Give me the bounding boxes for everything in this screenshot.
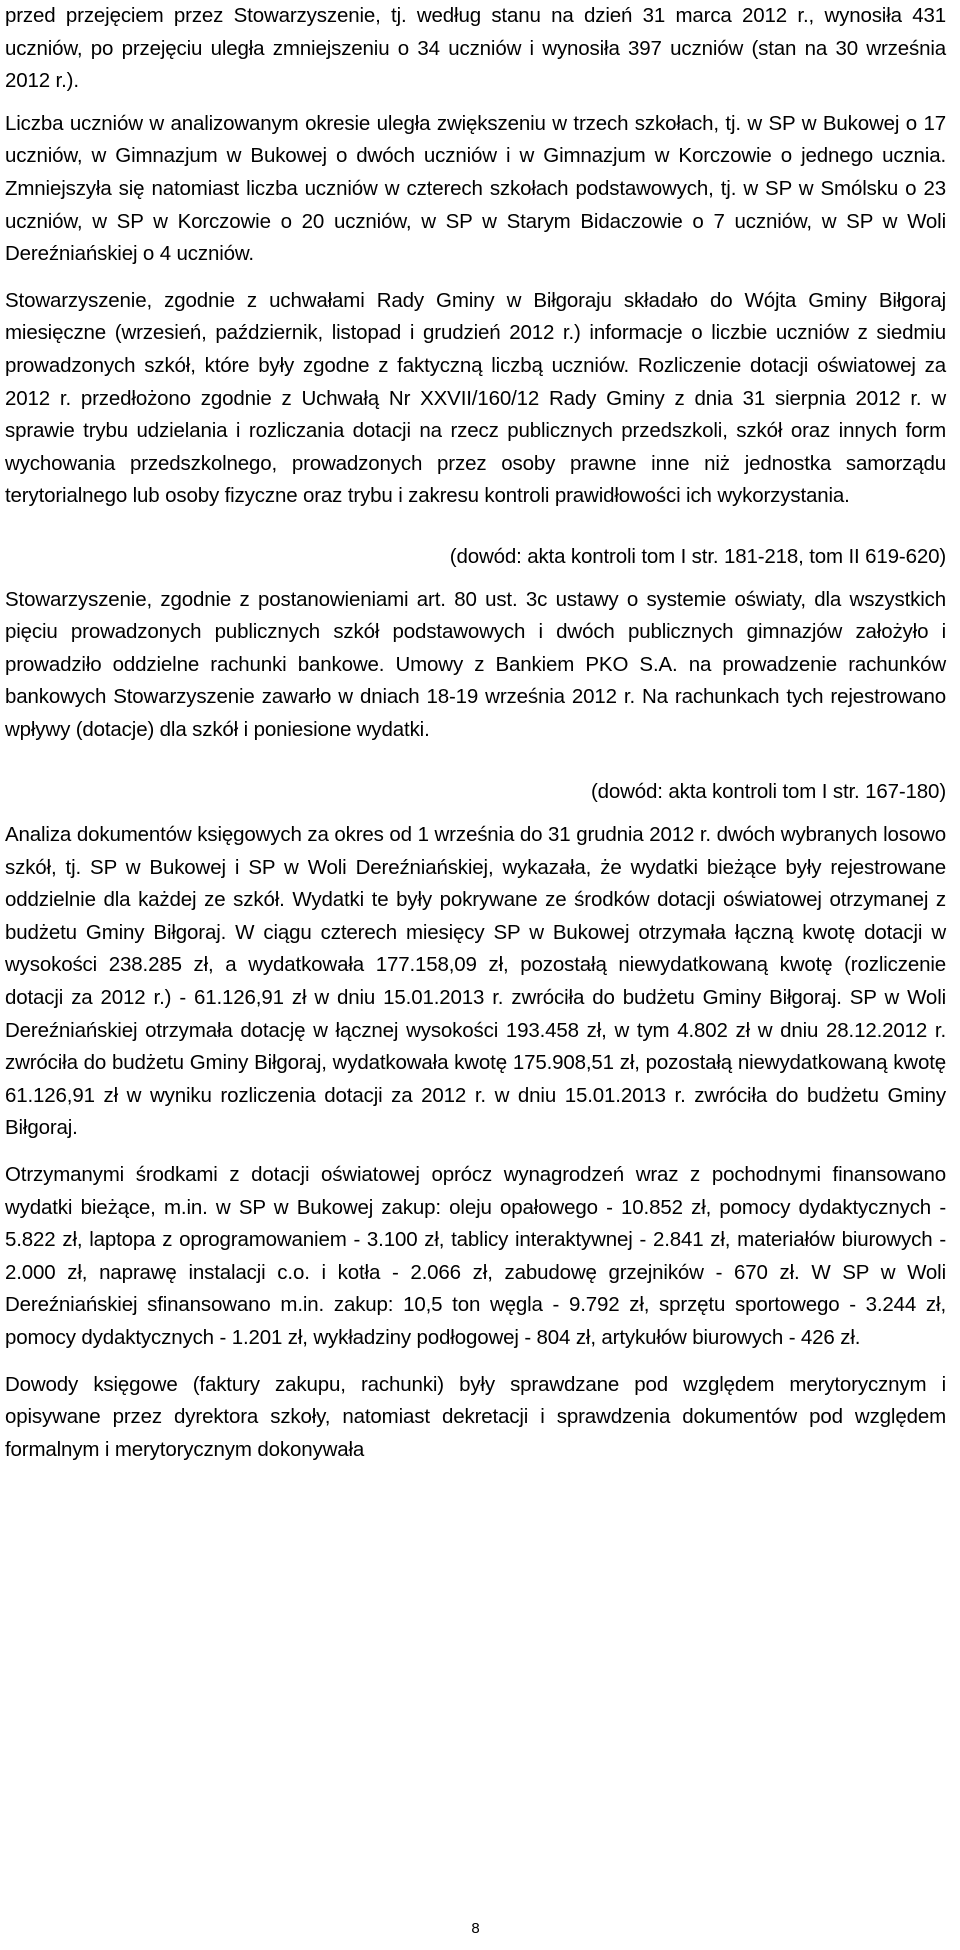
- document-page: [5, 0, 946, 1950]
- evidence-reference: (dowód: akta kontroli tom I str. 181-218, tom II 619-620): [449, 544, 946, 568]
- paragraph-accounting-documents: Dowody księgowe (faktury zakupu, rachunki) były sprawdzane pod względem merytorycznym i opisywane przez dyrektora szkoły, natomiast dekretacji i sprawdzenia dokumentów pod względem formalnym i merytorycznym dokonywała: [5, 1372, 946, 1461]
- paragraph-accounting-analysis: Analiza dokumentów księgowych za okres od 1 września do 31 grudnia 2012 r. dwóch wybranych losowo szkół, tj. SP w Bukowej i SP w Woli Dereźniańskiej, wykazała, że wydatki bieżące były rejestrowane oddzielnie dla każdej ze szkół. Wydatki te były pokrywane ze środków dotacji oświatowej otrzymanej z budżetu Gminy Biłgoraj. W ciągu czterech miesięcy SP w Bukowej otrzymała łączną kwotę dotacji w wysokości 238.285 zł, a wydatkowała 177.158,09 zł, pozostałą niewydatkowaną kwotę (rozliczenie dotacji za 2012 r.) - 61.126,91 zł w dniu 15.01.2013 r. zwróciła do budżetu Gminy Biłgoraj. SP w Woli Dereźniańskiej otrzymała dotację w łącznej wysokości 193.458 zł, w tym 4.802 zł w dniu 28.12.2012 r. zwróciła do budżetu Gminy Biłgoraj, wydatkowała kwotę 175.908,51 zł, pozostałą niewydatkowaną kwotę 61.126,91 zł w wyniku rozliczenia dotacji za 2012 r. w dniu 15.01.2013 r. zwróciła do budżetu Gminy Biłgoraj.: [5, 823, 946, 1140]
- document-body: [5, 0, 946, 1466]
- paragraph-expenditures: Otrzymanymi środkami z dotacji oświatowej oprócz wynagrodzeń wraz z pochodnymi finansowano wydatki bieżące, m.in. w SP w Bukowej zakup: oleju opałowego - 10.852 zł, pomocy dydaktycznych - 5.822 zł, laptopa z oprogramowaniem - 3.100 zł, tablicy interaktywnej - 2.841 zł, materiałów biurowych - 2.000 zł, naprawę instalacji c.o. i kotła - 2.066 zł, zabudowę grzejników - 670 zł. W SP w Woli Dereźniańskiej sfinansowano m.in. zakup: 10,5 ton węgla - 9.792 zł, sprzętu sportowego - 3.244 zł, pomocy dydaktycznych - 1.201 zł, wykładziny podłogowej - 804 zł, artykułów biurowych - 426 zł.: [5, 1163, 946, 1349]
- paragraph-student-count: przed przejęciem przez Stowarzyszenie, tj. według stanu na dzień 31 marca 2012 r., wynosiła 431 uczniów, po przejęciu uległa zmniejszeniu o 34 uczniów i wynosiła 397 uczniów (stan na 30 września 2012 r.).: [5, 4, 946, 93]
- paragraph-student-changes: Liczba uczniów w analizowanym okresie uległa zwiększeniu w trzech szkołach, tj. w SP w Bukowej o 17 uczniów, w Gimnazjum w Bukowej o dwóch uczniów i w Gimnazjum w Korczowie o jednego ucznia. Zmniejszyła się natomiast liczba uczniów w czterech szkołach podstawowych, tj. w SP w Smólsku o 23 uczniów, w SP w Korczowie o 20 uczniów, w SP w Starym Bidaczowie o 7 uczniów, w SP w Woli Dereźniańskiej o 4 uczniów.: [5, 111, 946, 266]
- paragraph-monthly-reports: Stowarzyszenie, zgodnie z uchwałami Rady Gminy w Biłgoraju składało do Wójta Gminy Biłgoraj miesięczne (wrzesień, październik, listopad i grudzień 2012 r.) informacje o liczbie uczniów z siedmiu prowadzonych szkół, które były zgodne z faktyczną liczbą uczniów. Rozliczenie dotacji oświatowej za 2012 r. przedłożono zgodnie z Uchwałą Nr XXVII/160/12 Rady Gminy z dnia 31 sierpnia 2012 r. w sprawie trybu udzielania i rozliczania dotacji na rzecz publicznych przedszkoli, szkół oraz innych form wychowania przedszkolnego, prowadzonych przez osoby prawne inne niż jednostka samorządu terytorialnego lub osoby fizyczne oraz trybu i zakresu kontroli prawidłowości ich wykorzystania.: [5, 288, 946, 508]
- paragraph-bank-accounts: Stowarzyszenie, zgodnie z postanowieniami art. 80 ust. 3c ustawy o systemie oświaty, dla wszystkich pięciu prowadzonych publicznych szkół podstawowych i dwóch publicznych gimnazjów założyło i prowadziło oddzielne rachunki bankowe. Umowy z Bankiem PKO S.A. na prowadzenie rachunków bankowych Stowarzyszenie zawarło w dniach 18-19 września 2012 r. Na rachunkach tych rejestrowano wpływy (dotacje) dla szkół i poniesione wydatki.: [5, 587, 946, 741]
- page-number: 8: [471, 1920, 480, 1937]
- evidence-reference: (dowód: akta kontroli tom I str. 167-180): [590, 780, 946, 804]
